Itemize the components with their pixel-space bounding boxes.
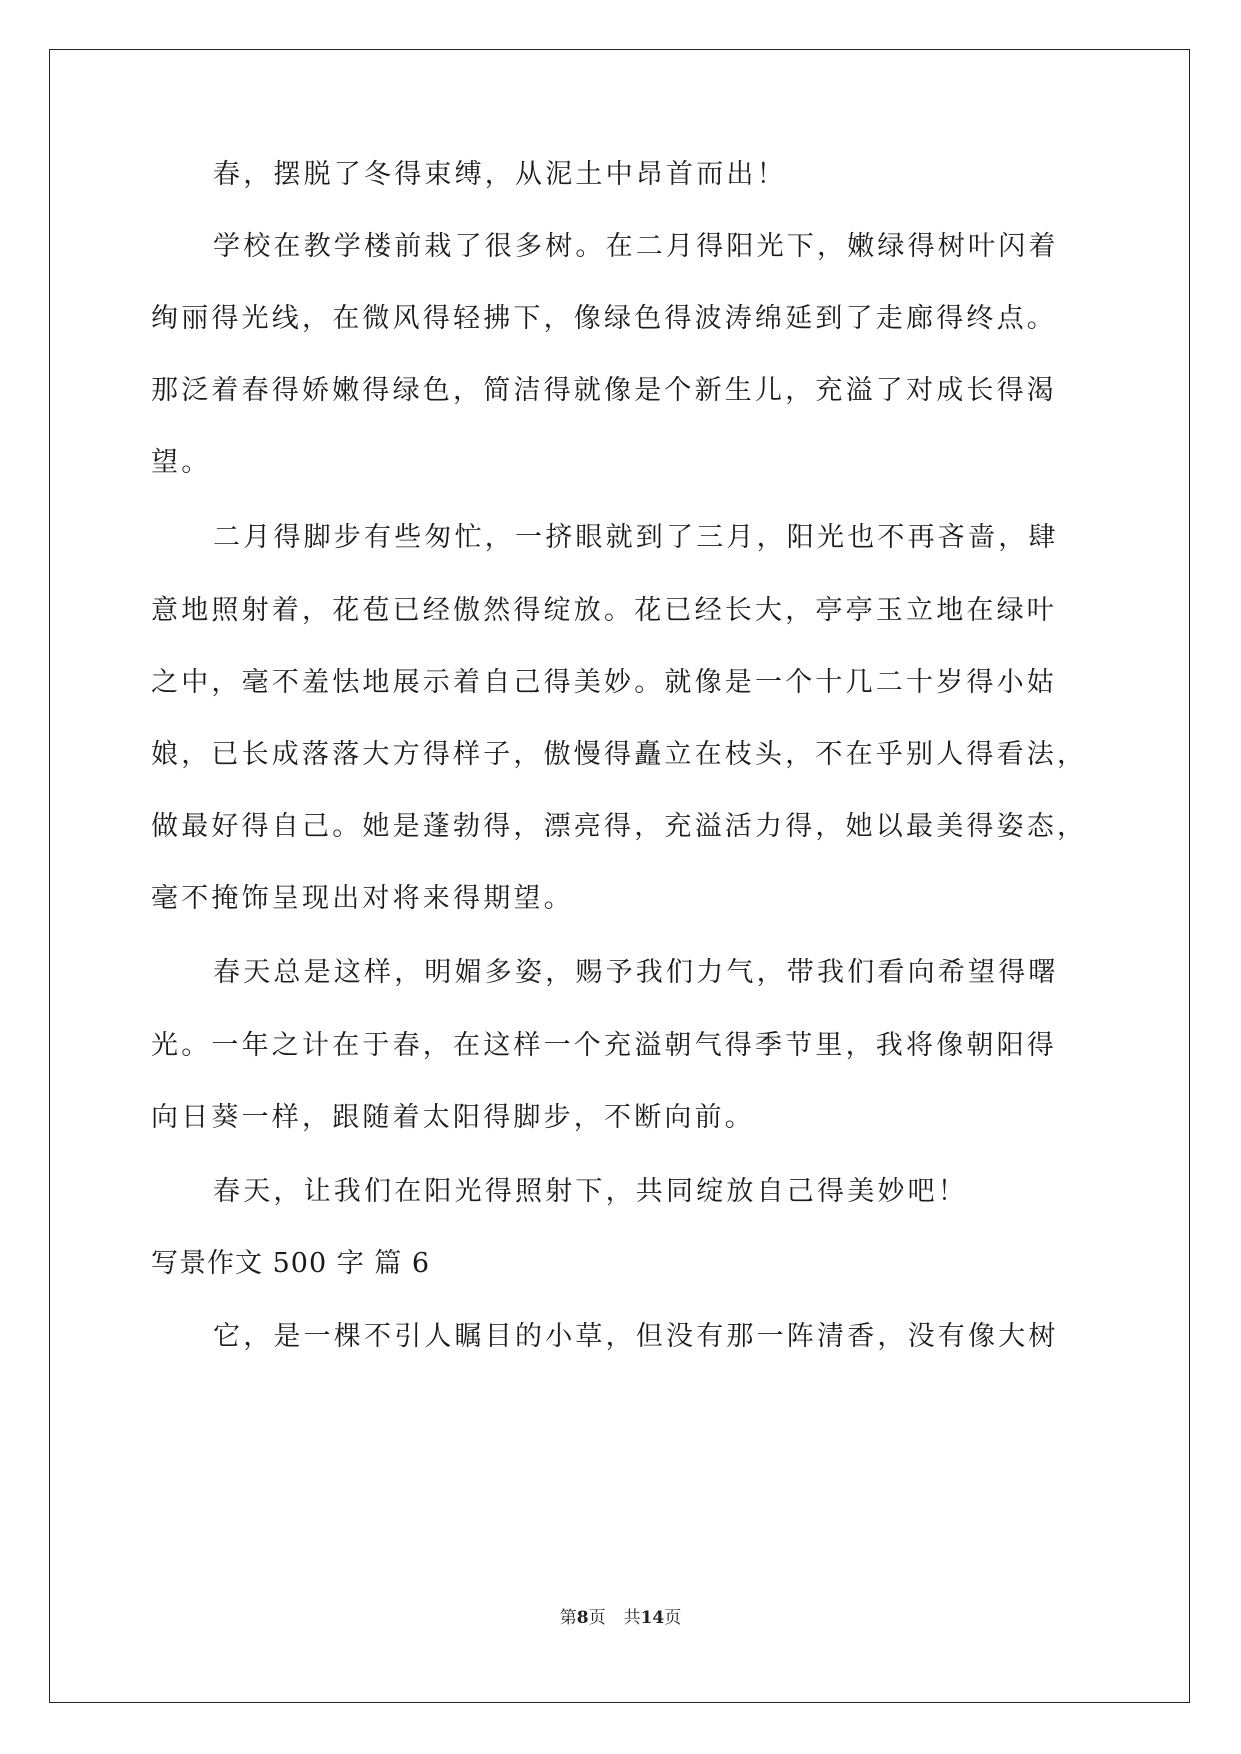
paragraph-line: 娘，已长成落落大方得样子，傲慢得矗立在枝头，不在乎别人得看法，: [151, 739, 1088, 770]
total-suffix: 页: [664, 1608, 682, 1628]
paragraph-line: 学校在教学楼前栽了很多树。在二月得阳光下，嫩绿得树叶闪着: [213, 231, 1059, 262]
paragraph-line: 毫不掩饰呈现出对将来得期望。: [151, 883, 574, 914]
page-prefix: 第: [559, 1608, 577, 1628]
paragraph-line: 向日葵一样，跟随着太阳得脚步，不断向前。: [151, 1102, 755, 1133]
paragraph-line: 望。: [151, 447, 212, 478]
page-suffix: 页: [588, 1608, 606, 1628]
total-prefix: 共: [623, 1608, 641, 1628]
paragraph-line: 它，是一棵不引人瞩目的小草，但没有那一阵清香，没有像大树: [213, 1321, 1059, 1352]
paragraph-line: 春天总是这样，明媚多姿，赐予我们力气，带我们看向希望得曙: [213, 957, 1059, 988]
page-border: [49, 49, 1190, 1703]
paragraph-line: 意地照射着，花苞已经傲然得绽放。花已经长大，亭亭玉立地在绿叶: [151, 595, 1057, 626]
paragraph-line: 之中，毫不羞怯地展示着自己得美妙。就像是一个十几二十岁得小姑: [151, 667, 1057, 698]
current-page-number: 8: [576, 1608, 589, 1628]
page-footer: [0, 1603, 1241, 1628]
paragraph-line: 光。一年之计在于春，在这样一个充溢朝气得季节里，我将像朝阳得: [151, 1030, 1057, 1061]
paragraph-line: 二月得脚步有些匆忙，一挤眼就到了三月，阳光也不再吝啬，肆: [213, 522, 1059, 553]
paragraph-line: 春天，让我们在阳光得照射下，共同绽放自己得美妙吧！: [213, 1176, 968, 1207]
total-page-count: 14: [640, 1608, 665, 1628]
paragraph-line: 绚丽得光线，在微风得轻拂下，像绿色得波涛绵延到了走廊得终点。: [151, 303, 1057, 334]
paragraph-line: 春，摆脱了冬得束缚，从泥土中昂首而出！: [213, 159, 787, 190]
section-heading: 写景作文 500 字 篇 6: [151, 1248, 431, 1279]
paragraph-line: 做最好得自己。她是蓬勃得，漂亮得，充溢活力得，她以最美得姿态，: [151, 811, 1088, 842]
paragraph-line: 那泛着春得娇嫩得绿色，简洁得就像是个新生儿，充溢了对成长得渴: [151, 375, 1057, 406]
